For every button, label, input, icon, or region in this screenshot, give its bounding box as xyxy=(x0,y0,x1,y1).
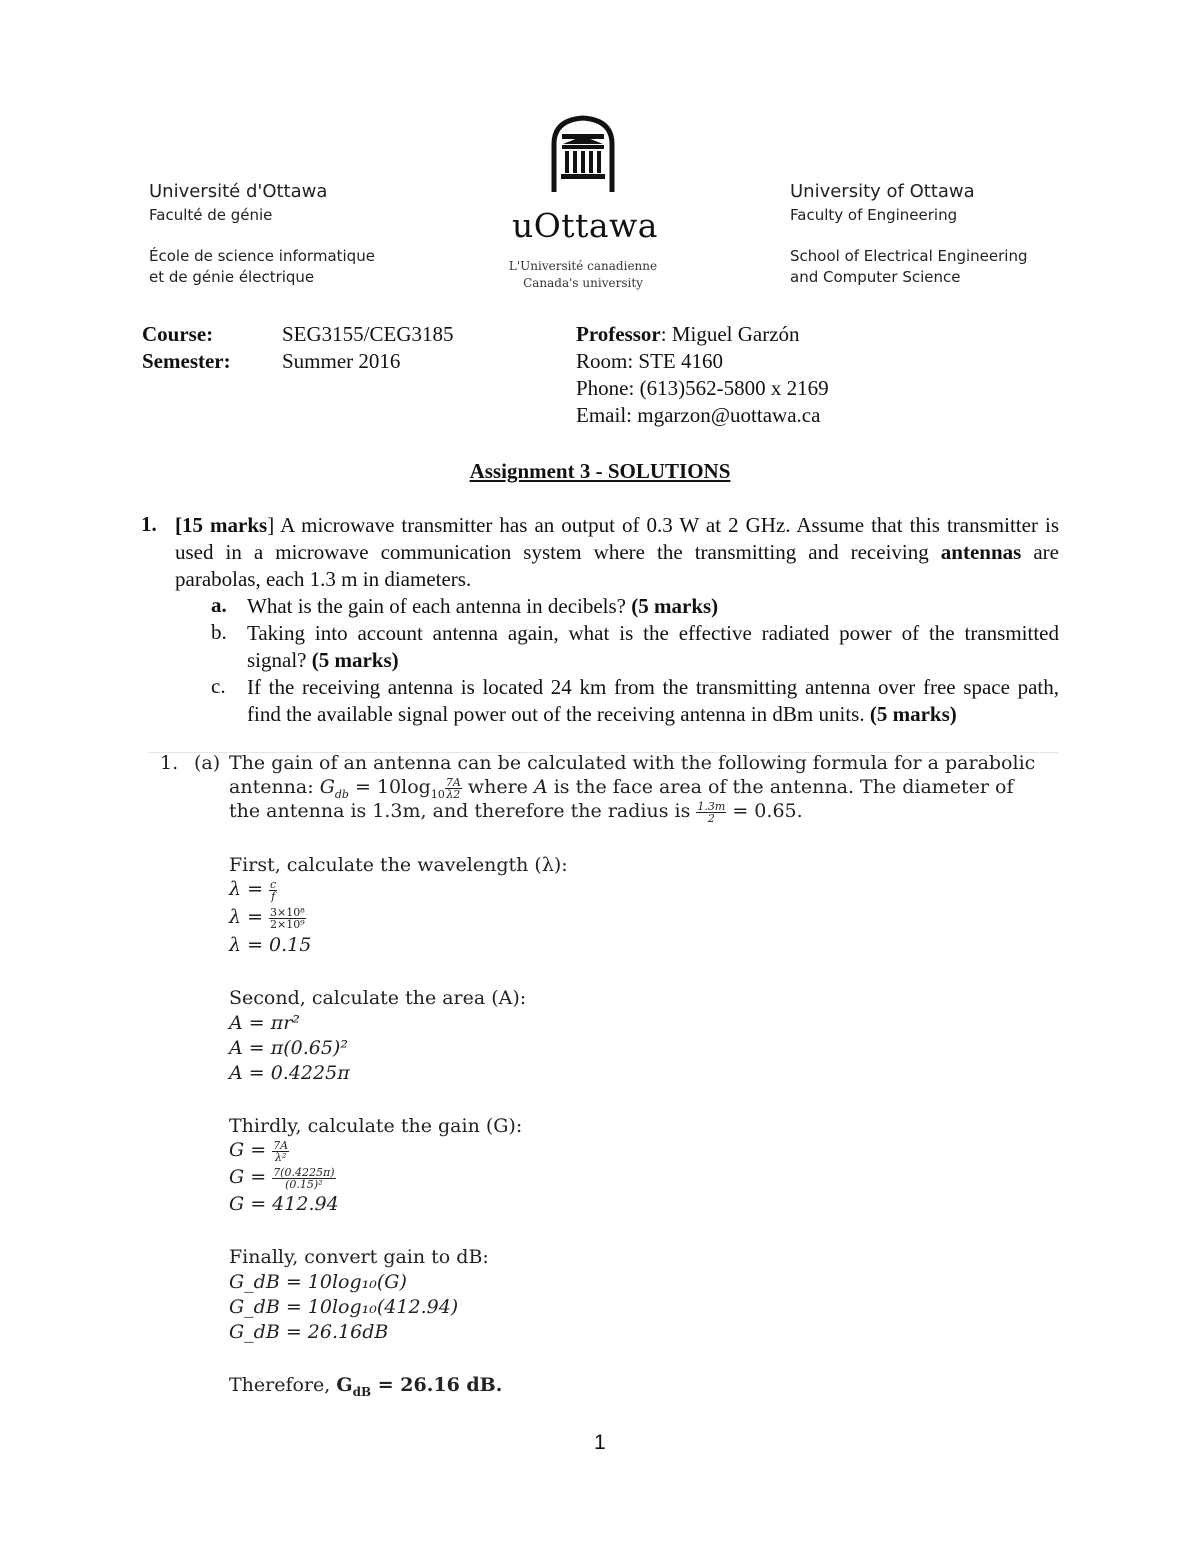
page-number: 1 xyxy=(594,1431,606,1454)
question-marks: [15 marks xyxy=(175,513,268,537)
therefore-g: G xyxy=(336,1374,353,1396)
part-a-letter: a. xyxy=(211,593,227,617)
step3-l1-num: 7A xyxy=(273,1138,289,1152)
intro-2-g: G xyxy=(319,776,335,798)
step3-l1-den: λ² xyxy=(274,1150,287,1164)
header-right-school-2: and Computer Science xyxy=(790,268,961,286)
solution-intro-2 xyxy=(229,776,1014,801)
part-c-marks: (5 marks) xyxy=(869,702,957,726)
part-a-body: What is the gain of each antenna in decibels? xyxy=(247,594,632,618)
step3-title: Thirdly, calculate the gain (G): xyxy=(229,1115,523,1137)
step3-l2-den: (0.15)² xyxy=(285,1177,323,1191)
phone-line: Phone: (613)562-5800 x 2169 xyxy=(576,376,829,400)
step1-l1-fraction xyxy=(269,879,277,902)
therefore-sub: dB xyxy=(352,1384,372,1399)
step1-l1-den: f xyxy=(271,889,276,903)
intro-2-den: λ2 xyxy=(446,787,461,801)
part-c-body: If the receiving antenna is located 24 km from the transmitting antenna over free space path, find the available signal power out of the receiving antenna in dBm units. xyxy=(247,675,1059,726)
intro-3-den: 2 xyxy=(707,811,715,825)
semester-value: Summer 2016 xyxy=(282,349,401,373)
logo-tagline-en: Canada's university xyxy=(523,276,643,290)
intro-3b: = 0.65. xyxy=(726,800,803,822)
intro-3a: the antenna is 1.3m, and therefore the radius is xyxy=(229,800,697,822)
therefore-line xyxy=(229,1374,502,1399)
part-a-marks: (5 marks) xyxy=(631,594,719,618)
step3-line1 xyxy=(229,1139,289,1163)
intro-2-num: 7A xyxy=(445,775,461,789)
step3-l2-num: 7(0.4225π) xyxy=(273,1165,335,1179)
header-right-faculty: Faculty of Engineering xyxy=(790,206,958,224)
header-left-faculty: Faculté de génie xyxy=(149,206,273,224)
step3-l2a: G = xyxy=(229,1166,273,1188)
solution-intro-1: The gain of an antenna can be calculated with the following formula for a parabolic xyxy=(229,752,1036,774)
question-text xyxy=(175,512,1059,593)
professor-line xyxy=(576,322,800,347)
question-bold-word: antennas xyxy=(940,540,1022,564)
step1-line1 xyxy=(229,878,277,902)
step3-line3: G = 412.94 xyxy=(229,1193,339,1215)
part-c-letter: c. xyxy=(211,674,226,698)
header-left-school-2: et de génie électrique xyxy=(149,268,315,286)
intro-2c: is the face area of the antenna. The diameter of xyxy=(547,776,1014,798)
header-left-title: Université d'Ottawa xyxy=(149,181,328,202)
uottawa-building-logo xyxy=(548,114,618,201)
intro-2a: antenna: xyxy=(229,776,320,798)
therefore-value: = 26.16 dB. xyxy=(371,1374,503,1396)
step1-l2-den: 2×10⁹ xyxy=(270,917,305,931)
step2-line2: A = π(0.65)² xyxy=(229,1037,348,1059)
step1-l2a: λ = xyxy=(229,906,270,928)
logo-tagline-fr: L'Université canadienne xyxy=(508,259,658,273)
step3-l2-fraction xyxy=(272,1167,335,1190)
part-b-marks: (5 marks) xyxy=(311,648,399,672)
part-b-text xyxy=(247,620,1059,674)
question-text-a: ] A microwave transmitter has an output of 0.3 W at 2 GHz. Assume that this transmitter is used in a microwave communication system where the transmitting and receiving xyxy=(175,513,1059,564)
intro-3-fraction xyxy=(696,801,726,824)
step1-line3: λ = 0.15 xyxy=(229,934,312,956)
room-line: Room: STE 4160 xyxy=(576,349,724,373)
step2-line1: A = πr² xyxy=(229,1012,300,1034)
step3-l1a: G = xyxy=(229,1139,273,1161)
step4-line1: G_dB = 10log₁₀(G) xyxy=(229,1271,407,1293)
step1-l2-num: 3×10⁸ xyxy=(270,905,305,919)
solution-intro-3 xyxy=(229,800,803,824)
part-c-text xyxy=(247,674,1059,728)
question-number: 1. xyxy=(141,512,157,536)
intro-2-fraction xyxy=(445,777,462,800)
step4-line2: G_dB = 10log₁₀(412.94) xyxy=(229,1296,459,1318)
step4-title: Finally, convert gain to dB: xyxy=(229,1246,489,1268)
professor-label: Professor xyxy=(576,322,661,346)
step1-title: First, calculate the wavelength (λ): xyxy=(229,854,568,876)
intro-3-num: 1.3m xyxy=(697,799,726,813)
step1-l2-fraction xyxy=(269,907,306,930)
step3-line2 xyxy=(229,1166,336,1190)
solution-part: (a) xyxy=(194,752,221,774)
course-value: SEG3155/CEG3185 xyxy=(282,322,454,346)
logo-wordmark: uOttawa xyxy=(512,206,658,245)
header-left-school-1: École de science informatique xyxy=(149,247,375,265)
solution-number: 1. xyxy=(160,752,179,774)
semester-label: Semester: xyxy=(142,349,231,373)
step4-line3: G_dB = 26.16dB xyxy=(229,1321,389,1343)
course-label: Course: xyxy=(142,322,214,346)
intro-2-log-sub: 10 xyxy=(430,787,445,801)
intro-2-a-var: A xyxy=(533,776,548,798)
part-b-letter: b. xyxy=(211,620,227,644)
header-right-school-1: School of Electrical Engineering xyxy=(790,247,1028,265)
step2-title: Second, calculate the area (A): xyxy=(229,987,527,1009)
assignment-title: Assignment 3 - SOLUTIONS xyxy=(469,459,731,483)
step2-line3: A = 0.4225π xyxy=(229,1062,350,1084)
step1-line2 xyxy=(229,906,306,930)
intro-2b: where xyxy=(461,776,534,798)
step1-l1-num: c xyxy=(270,877,277,891)
question-text-b: are parabolas, each 1.3 m in diameters. xyxy=(175,540,1059,591)
professor-value: : Miguel Garzón xyxy=(660,322,800,346)
step1-l1a: λ = xyxy=(229,878,270,900)
intro-2-eq: = 10log xyxy=(348,776,431,798)
therefore-a: Therefore, xyxy=(229,1374,337,1396)
part-a-text xyxy=(247,593,1059,620)
email-line: Email: mgarzon@uottawa.ca xyxy=(576,403,821,427)
intro-2-sub: db xyxy=(334,787,349,801)
part-b-body: Taking into account antenna again, what is the effective radiated power of the transmitted signal? xyxy=(247,621,1059,672)
step3-l1-fraction xyxy=(272,1140,289,1163)
header-right-title: University of Ottawa xyxy=(790,181,975,202)
